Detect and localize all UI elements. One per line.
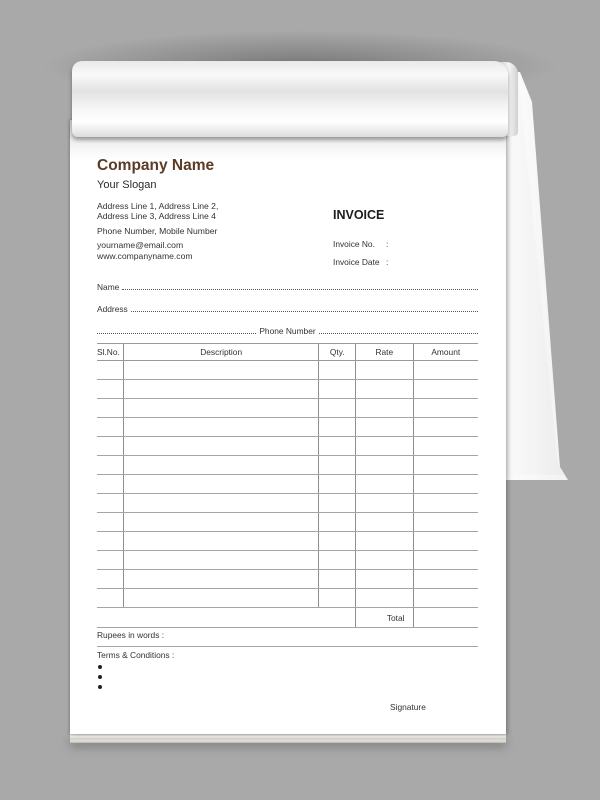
customer-address-dotted-line xyxy=(131,310,478,312)
cell-sl-no[interactable] xyxy=(97,380,123,399)
cell-description[interactable] xyxy=(123,437,318,456)
invoice-number-label: Invoice No. xyxy=(333,239,375,249)
cell-amount[interactable] xyxy=(413,399,478,418)
cell-description[interactable] xyxy=(123,361,318,380)
items-table-header xyxy=(97,344,478,361)
table-row xyxy=(97,475,478,494)
cell-rate[interactable] xyxy=(356,513,413,532)
company-name: Company Name xyxy=(97,157,215,174)
cell-sl-no[interactable] xyxy=(97,475,123,494)
customer-phone-label: Phone Number xyxy=(259,326,316,336)
invoice-date-label: Invoice Date xyxy=(333,257,380,267)
table-row xyxy=(97,361,478,380)
cell-rate[interactable] xyxy=(356,437,413,456)
cell-rate[interactable] xyxy=(356,456,413,475)
cell-amount[interactable] xyxy=(413,437,478,456)
customer-name-label: Name xyxy=(97,282,120,292)
header-amount: Amount xyxy=(413,344,478,361)
cell-description[interactable] xyxy=(123,399,318,418)
cell-sl-no[interactable] xyxy=(97,437,123,456)
cell-rate[interactable] xyxy=(356,361,413,380)
terms-bullet-icon xyxy=(98,685,102,689)
table-row xyxy=(97,532,478,551)
cell-rate[interactable] xyxy=(356,494,413,513)
table-row xyxy=(97,456,478,475)
cell-amount[interactable] xyxy=(413,418,478,437)
table-row xyxy=(97,551,478,570)
terms-bullet-icon xyxy=(98,675,102,679)
table-row xyxy=(97,589,478,608)
total-amount-cell[interactable] xyxy=(413,608,478,628)
cell-qty[interactable] xyxy=(319,361,356,380)
header-description: Description xyxy=(123,344,318,361)
address-line-1: Address Line 1, Address Line 2, xyxy=(97,201,219,211)
cell-description[interactable] xyxy=(123,456,318,475)
cell-qty[interactable] xyxy=(319,551,356,570)
invoice-date-field xyxy=(333,257,413,268)
cell-qty[interactable] xyxy=(319,380,356,399)
cell-amount[interactable] xyxy=(413,361,478,380)
cell-rate[interactable] xyxy=(356,589,413,608)
cell-amount[interactable] xyxy=(413,589,478,608)
company-phone: Phone Number, Mobile Number xyxy=(97,226,218,236)
terms-label: Terms & Conditions : xyxy=(97,650,175,660)
table-row xyxy=(97,399,478,418)
cell-amount[interactable] xyxy=(413,532,478,551)
customer-name-dotted-line xyxy=(122,288,478,290)
cell-rate[interactable] xyxy=(356,380,413,399)
cell-qty[interactable] xyxy=(319,570,356,589)
table-row xyxy=(97,570,478,589)
cell-sl-no[interactable] xyxy=(97,551,123,570)
invoice-date-colon: : xyxy=(386,257,389,267)
cell-qty[interactable] xyxy=(319,418,356,437)
cell-qty[interactable] xyxy=(319,399,356,418)
cell-qty[interactable] xyxy=(319,456,356,475)
cell-description[interactable] xyxy=(123,570,318,589)
cell-rate[interactable] xyxy=(356,532,413,551)
table-row xyxy=(97,494,478,513)
cell-sl-no[interactable] xyxy=(97,513,123,532)
cell-rate[interactable] xyxy=(356,399,413,418)
cell-description[interactable] xyxy=(123,551,318,570)
rupees-in-words-label: Rupees in words : xyxy=(97,630,165,640)
customer-phone-field[interactable] xyxy=(97,326,478,336)
company-slogan: Your Slogan xyxy=(97,179,157,191)
cell-qty[interactable] xyxy=(319,589,356,608)
cell-qty[interactable] xyxy=(319,513,356,532)
cell-amount[interactable] xyxy=(413,494,478,513)
cell-sl-no[interactable] xyxy=(97,532,123,551)
cell-description[interactable] xyxy=(123,494,318,513)
cell-sl-no[interactable] xyxy=(97,494,123,513)
cell-rate[interactable] xyxy=(356,418,413,437)
cell-description[interactable] xyxy=(123,532,318,551)
cell-amount[interactable] xyxy=(413,380,478,399)
cell-sl-no[interactable] xyxy=(97,589,123,608)
items-table xyxy=(97,343,478,628)
customer-address-field[interactable] xyxy=(97,304,478,314)
table-row xyxy=(97,437,478,456)
cell-amount[interactable] xyxy=(413,475,478,494)
rupees-divider xyxy=(97,646,478,647)
header-qty: Qty. xyxy=(319,344,356,361)
table-row xyxy=(97,380,478,399)
table-row xyxy=(97,418,478,437)
cell-sl-no[interactable] xyxy=(97,399,123,418)
page-stack-edge xyxy=(70,734,506,743)
cell-amount[interactable] xyxy=(413,456,478,475)
cell-description[interactable] xyxy=(123,513,318,532)
cell-sl-no[interactable] xyxy=(97,570,123,589)
cell-qty[interactable] xyxy=(319,437,356,456)
cell-rate[interactable] xyxy=(356,570,413,589)
cell-rate[interactable] xyxy=(356,551,413,570)
signature-label: Signature xyxy=(390,702,426,712)
cell-sl-no[interactable] xyxy=(97,361,123,380)
cell-description[interactable] xyxy=(123,589,318,608)
table-row xyxy=(97,513,478,532)
cell-sl-no[interactable] xyxy=(97,456,123,475)
customer-name-field[interactable] xyxy=(97,282,478,292)
total-row-spacer xyxy=(97,608,356,628)
address-line-2: Address Line 3, Address Line 4 xyxy=(97,211,216,221)
customer-phone-dotted-line xyxy=(319,332,478,334)
cell-qty[interactable] xyxy=(319,475,356,494)
address-continuation-dotted-line xyxy=(97,332,256,334)
items-table-body xyxy=(97,361,478,628)
invoice-number-field xyxy=(333,239,413,250)
cell-description[interactable] xyxy=(123,380,318,399)
terms-bullet-icon xyxy=(98,665,102,669)
company-email: yourname@email.com xyxy=(97,240,184,250)
customer-address-label: Address xyxy=(97,304,128,314)
pad-top-roll xyxy=(72,61,508,137)
cell-amount[interactable] xyxy=(413,551,478,570)
cell-qty[interactable] xyxy=(319,532,356,551)
invoice-title: INVOICE xyxy=(333,208,385,222)
cell-description[interactable] xyxy=(123,475,318,494)
company-website: www.companyname.com xyxy=(97,251,193,261)
cell-amount[interactable] xyxy=(413,570,478,589)
invoice-number-colon: : xyxy=(386,239,389,249)
cell-rate[interactable] xyxy=(356,475,413,494)
header-sl-no: Sl.No. xyxy=(97,344,123,361)
total-label: Total xyxy=(356,608,413,628)
cell-sl-no[interactable] xyxy=(97,418,123,437)
header-rate: Rate xyxy=(356,344,413,361)
total-row xyxy=(97,608,478,628)
cell-description[interactable] xyxy=(123,418,318,437)
cell-amount[interactable] xyxy=(413,513,478,532)
cell-qty[interactable] xyxy=(319,494,356,513)
